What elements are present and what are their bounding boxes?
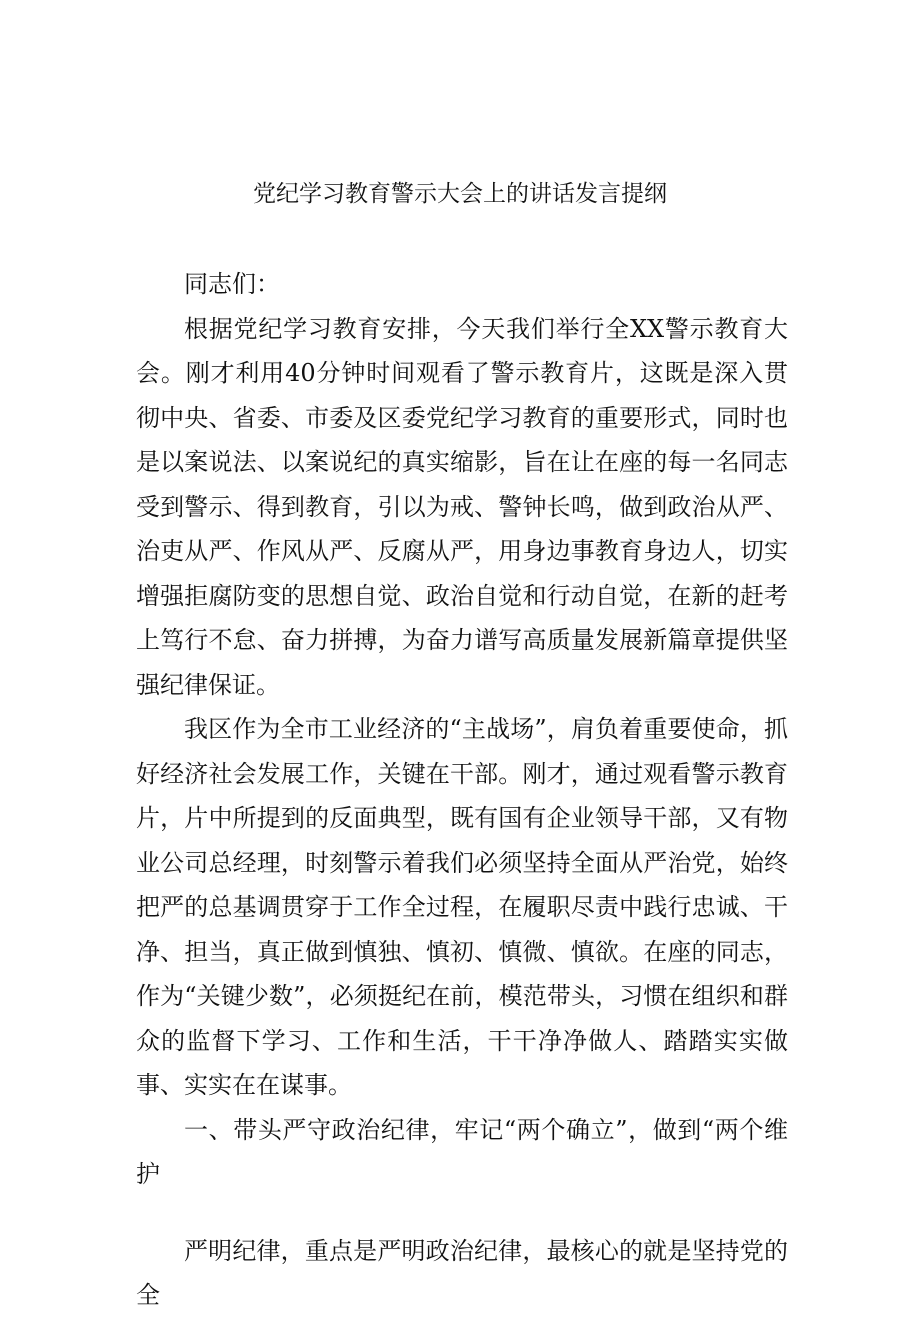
paragraph-2: 我区作为全市工业经济的“主战场”，肩负着重要使命，抓好经济社会发展工作，关键在干部。刚才，通过观看警示教育片，片中所提到的反面典型，既有国有企业领导干部，又有物业公司总经理，时刻警示着我们必须坚持全面从严治党，始终把严的总基调贯穿于工作全过程，在履职尽责中践行忠诚、干净、担当，真正做到慎独、慎初、慎微、慎欲。在座的同志，作为“关键少数”，必须挺纪在前，模范带头，习惯在组织和群众的监督下学习、工作和生活，干干净净做人、踏踏实实做事、实实在在谋事。 <box>136 715 788 1099</box>
document-body <box>136 262 788 1318</box>
greeting: 同志们： <box>184 270 280 298</box>
spacer <box>136 1197 788 1229</box>
section-heading-1: 一、带头严守政治纪律，牢记“两个确立”，做到“两个维护 <box>136 1115 788 1188</box>
paragraph-1: 根据党纪学习教育安排，今天我们举行全XX警示教育大会。刚才利用40分钟时间观看了警示教育片，这既是深入贯彻中央、省委、市委及区委党纪学习教育的重要形式，同时也是以案说法、以案说纪的真实缩影，旨在让在座的每一名同志受到警示、得到教育，引以为戒、警钟长鸣，做到政治从严、治吏从严、作风从严、反腐从严，用身边事教育身边人，切实增强拒腐防变的思想自觉、政治自觉和行动自觉，在新的赶考上笃行不怠、奋力拼搏，为奋力谱写高质量发展新篇章提供坚强纪律保证。 <box>136 314 788 699</box>
paragraph-3: 严明纪律，重点是严明政治纪律，最核心的就是坚持党的全 <box>136 1236 788 1309</box>
document-title: 党纪学习教育警示大会上的讲话发言提纲 <box>253 181 667 207</box>
